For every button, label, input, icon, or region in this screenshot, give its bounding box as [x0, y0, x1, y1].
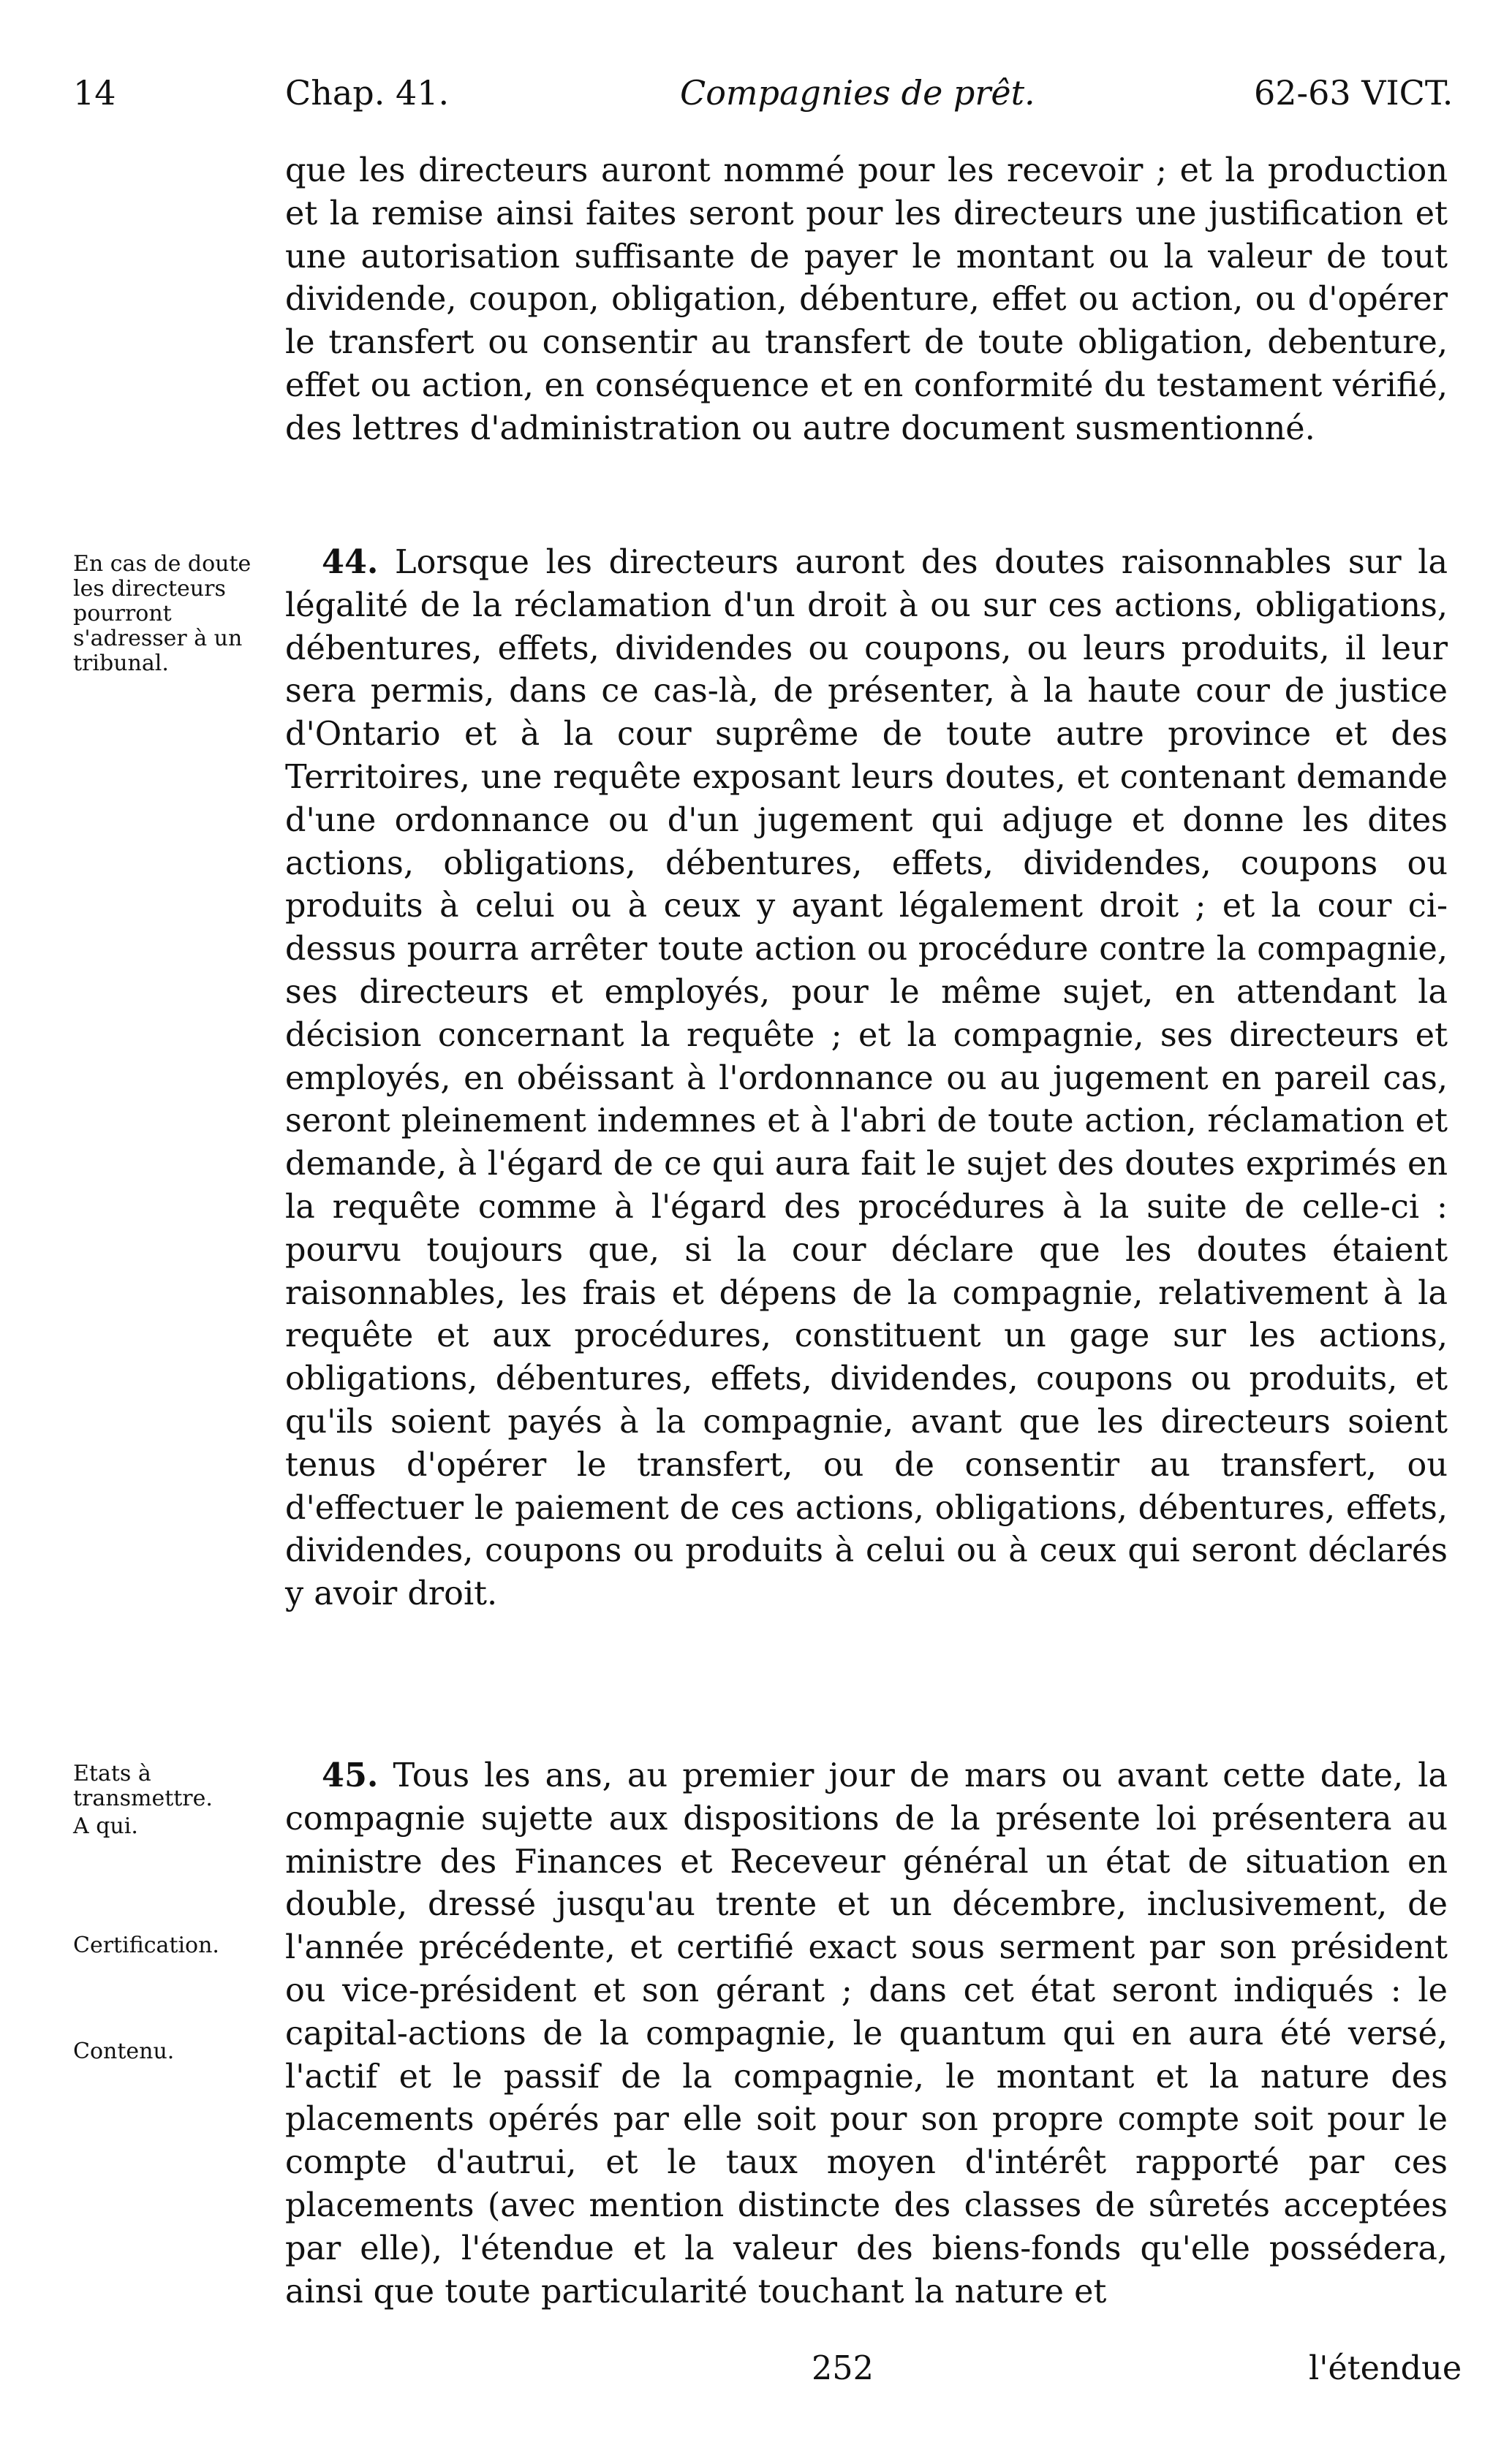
regnal-year: 62-63 VICT. — [1254, 73, 1454, 113]
margin-note-content: Contenu. — [73, 2039, 175, 2064]
running-title: Compagnies de prêt. — [680, 73, 1035, 113]
footer-page-number: 252 — [812, 2350, 874, 2387]
margin-note-section-44: En cas de doute les directeurs pourront s'adresser à un tribunal. — [73, 551, 252, 676]
margin-note-to-whom: A qui. — [73, 1813, 138, 1839]
section-45 — [285, 1754, 1448, 2313]
section-text: Tous les ans, au premier jour de mars ou avant cette date, la compagnie sujette aux dispositions de la présente loi présentera au ministre des Finances et Receveur général un état de situation en double, dressé jusqu'au trente et un décembre, inclusivement, de l'année précédente, et certifié exact sous serment par son président ou vice-président et son gérant ; dans cet état seront indiqués : le capital-actions de la compagnie, le quantum qui en aura été versé, l'actif et le passif de la compagnie, le montant et la nature des placements opérés par elle soit pour son propre compte soit pour le compte d'autrui, et le taux moyen d'intérêt rapporté par ces placements (avec mention distincte des classes de sûretés acceptées par elle), l'étendue et la valeur des biens-fonds qu'elle possédera, ainsi que toute particularité touchant la nature et — [285, 1757, 1448, 2311]
section-text: Lorsque les directeurs auront des doutes raisonnables sur la légalité de la réclamation d'un droit à ou sur ces actions, obligations, débentures, effets, dividendes ou coupons, ou leurs produits, il leur sera permis, dans ce cas-là, de présenter, à la haute cour de justice d'Ontario et à la cour suprême de toute autre province et des Territoires, une requête exposant leurs doutes, et contenant demande d'une ordonnance ou d'un jugement qui adjuge et donne les dites actions, obligations, débentures, effets, dividendes, coupons ou produits à celui ou à ceux y ayant légalement droit ; et la cour ci-dessus pourra arrêter toute action ou procédure contre la compagnie, ses directeurs et employés, pour le même sujet, en attendant la décision concernant la requête ; et la compagnie, ses directeurs et employés, en obéissant à l'ordonnance ou au jugement en pareil cas, seront pleinement indemnes et à l'abri de toute action, réclamation et demande, à l'égard de ce qui aura fait le sujet des doutes exprimés en la requête comme à l'égard des procédures à la suite de celle-ci : pourvu toujours que, si la cour déclare que les doutes étaient raisonnables, les frais et dépens de la compagnie, relativement à la requête et aux procédures, constituent un gage sur les actions, obligations, débentures, effets, dividendes, coupons ou produits, et qu'ils soient payés à la compagnie, avant que les directeurs soient tenus d'opérer le transfert, ou de consentir au transfert, ou d'effectuer le paiement de ces actions, obligations, débentures, effets, dividendes, coupons ou produits à celui ou à ceux qui seront déclarés y avoir droit. — [285, 544, 1448, 1613]
catchword: l'étendue — [1309, 2350, 1462, 2387]
running-header — [0, 73, 1493, 120]
margin-note-states: Etats à transmettre. — [73, 1761, 213, 1811]
continuation-paragraph — [285, 150, 1448, 451]
continuation-text: que les directeurs auront nommé pour les recevoir ; et la production et la remise ainsi faites seront pour les directeurs une justification et une autorisation suffisante de payer le montant ou la valeur de tout dividende, coupon, obligation, débenture, effet ou action, ou d'opérer le transfert ou consentir au transfert de toute obligation, debenture, effet ou action, en conséquence et en conformité du testament vérifié, des lettres d'administration ou autre document susmentionné. — [285, 152, 1448, 447]
page-number: 14 — [73, 73, 116, 113]
section-number: 44. — [322, 543, 379, 581]
section-number: 45. — [322, 1756, 379, 1794]
margin-note-certification: Certification. — [73, 1933, 219, 1958]
page-footer — [0, 2350, 1493, 2394]
section-44 — [285, 541, 1448, 1616]
chapter-label: Chap. 41. — [285, 73, 450, 113]
